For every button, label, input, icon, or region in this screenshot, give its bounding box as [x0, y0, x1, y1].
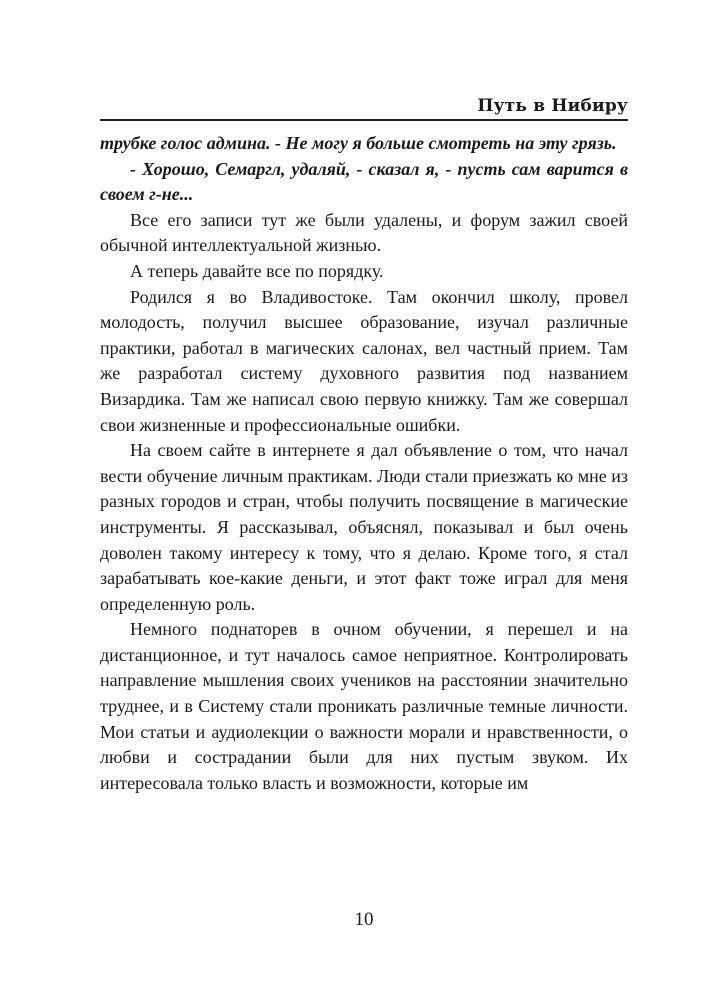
page-number: 10	[354, 909, 374, 930]
running-title: Путь в Нибиру	[477, 96, 628, 116]
paragraph: - Хорошо, Семаргл, удаляй, - сказал я, - пусть сам варится в своем г-не...	[100, 158, 628, 205]
paragraph: Немного поднаторев в очном обучении, я перешел и на дистанционное, и тут началось самое неприятное. Контролировать направление мышления своих учеников на расстоянии значительно труднее, и в Систему стали проникать различные темные личности. Мои статьи и аудиолекции о важности морали и нравственности, о любви и сострадании были для них пустым звуком. Их интересовала только власть и возможности, которые им	[100, 619, 628, 793]
paragraph: А теперь давайте все по порядку.	[130, 260, 384, 281]
paragraph: На своем сайте в интернете я дал объявление о том, что начал вести обучение личным практикам. Люди стали приезжать ко мне из разных городов и стран, чтобы получить посвящение в магические инструменты. Я рассказывал, объяснял, показывал и был очень доволен такому интересу к тому, что я делаю. Кроме того, я стал зарабатывать кое-какие деньги, и этот факт тоже играл для меня определенную роль.	[100, 440, 628, 614]
paragraph: Все его записи тут же были удалены, и форум зажил своей обычной интеллектуальной жизнью.	[100, 209, 628, 256]
header-rule	[100, 119, 628, 121]
paragraph: Родился я во Владивостоке. Там окончил школу, провел молодость, получил высшее образование, изучал различные практики, работал в магических салонах, вел частный прием. Там же разработал систему духовного развития под названием Визардика. Там же написал свою первую книжку. Там же совершал свои жизненные и профессиональные ошибки.	[100, 286, 628, 435]
paragraph: трубке голос админа. - Не могу я больше смотреть на эту грязь.	[100, 133, 617, 153]
body-text	[100, 131, 628, 796]
